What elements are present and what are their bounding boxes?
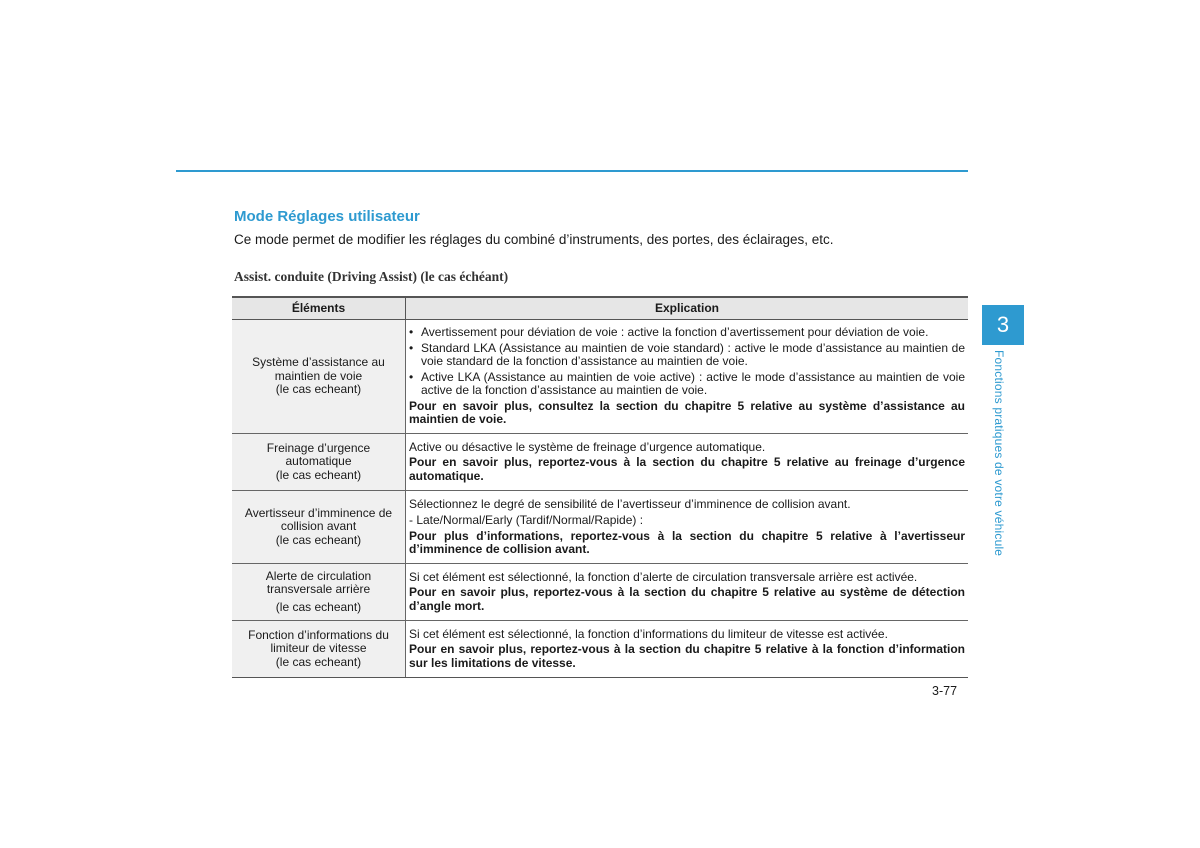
reference-note: Pour en savoir plus, consultez la section du chapitre 5 relative au système d’assistance au maintien de voie. <box>409 398 965 427</box>
reference-note: Pour en savoir plus, reportez-vous à la section du chapitre 5 relative à la fonction d’information sur les limitations de vitesse. <box>409 642 965 670</box>
list-item <box>409 371 965 398</box>
explanation-cell <box>406 621 969 678</box>
element-line: automatique <box>285 454 352 469</box>
element-cell <box>232 491 406 564</box>
element-line: maintien de voie <box>274 368 363 383</box>
table-row <box>232 621 968 678</box>
reference-note: Pour plus d’informations, reportez-vous à la section du chapitre 5 relative à l’avertisseur d’imminence de collision avant. <box>409 528 965 556</box>
element-line: Système d’assistance au <box>252 355 385 370</box>
bullet-icon: • <box>409 340 414 355</box>
element-cell <box>232 564 406 621</box>
table-row <box>232 320 968 434</box>
table-row <box>232 491 968 564</box>
table-subheading: Assist. conduite (Driving Assist) (le cas échéant) <box>234 269 509 284</box>
element-line: (le cas echeant) <box>275 382 362 397</box>
element-line: Freinage d’urgence <box>266 440 371 455</box>
element-line: Avertisseur d’imminence de <box>244 505 393 520</box>
settings-table <box>232 296 968 678</box>
explanation-cell <box>406 491 969 564</box>
bullet-text: Active LKA (Assistance au maintien de voie active) : active le mode d’assistance au maintien de voie active de la fonction d’assistance au maintien de voie. <box>421 369 965 398</box>
header-explanation: Explication <box>406 297 969 320</box>
element-cell <box>232 434 406 491</box>
bullet-text: Avertissement pour déviation de voie : active la fonction d’avertissement pour déviation de voie. <box>421 325 929 340</box>
element-line: Fonction d’informations du <box>248 627 389 642</box>
reference-note: Pour en savoir plus, reportez-vous à la section du chapitre 5 relative au freinage d’urgence automatique. <box>409 455 965 483</box>
section-title: Mode Réglages utilisateur <box>234 208 420 225</box>
page-number: 3-77 <box>932 684 958 698</box>
table-row <box>232 434 968 491</box>
element-line: (le cas echeant) <box>275 599 362 614</box>
header-elements: Éléments <box>232 297 406 320</box>
element-line: (le cas echeant) <box>275 467 362 482</box>
explanation-text: Si cet élément est sélectionné, la fonction d’alerte de circulation transversale arrière est activée. <box>409 569 918 584</box>
section-intro: Ce mode permet de modifier les réglages du combiné d’instruments, des portes, des éclairages, etc. <box>234 232 834 247</box>
chapter-tab: 3 <box>982 305 1024 345</box>
element-line: (le cas echeant) <box>275 654 362 669</box>
explanation-option: - Late/Normal/Early (Tardif/Normal/Rapide) : <box>409 513 644 527</box>
element-line: collision avant <box>280 519 357 534</box>
bullet-text: Standard LKA (Assistance au maintien de voie standard) : active le mode d’assistance au maintien de voie standard de la fonction d’assistance au maintien de voie. <box>421 340 965 369</box>
element-cell <box>232 621 406 678</box>
explanation-cell <box>406 564 969 621</box>
top-divider <box>176 170 968 172</box>
element-line: transversale arrière <box>266 582 371 597</box>
element-line: Alerte de circulation <box>265 568 372 583</box>
element-cell <box>232 320 406 434</box>
table-row <box>232 564 968 621</box>
reference-note: Pour en savoir plus, reportez-vous à la section du chapitre 5 relative au système de détection d’angle mort. <box>409 585 965 613</box>
table-header-row <box>232 297 968 320</box>
bullet-icon: • <box>409 369 414 384</box>
list-item <box>409 342 965 369</box>
element-line: (le cas echeant) <box>275 532 362 547</box>
explanation-text: Sélectionnez le degré de sensibilité de l’avertisseur d’imminence de collision avant. <box>409 496 851 511</box>
chapter-label: Fonctions pratiques de votre véhicule <box>992 350 1006 557</box>
explanation-text: Si cet élément est sélectionné, la fonction d’informations du limiteur de vitesse est activée. <box>409 626 888 641</box>
explanation-cell <box>406 320 969 434</box>
explanation-text: Active ou désactive le système de freinage d’urgence automatique. <box>409 439 766 454</box>
explanation-cell <box>406 434 969 491</box>
list-item <box>409 326 965 340</box>
element-line: limiteur de vitesse <box>270 641 367 656</box>
bullet-icon: • <box>409 325 414 340</box>
